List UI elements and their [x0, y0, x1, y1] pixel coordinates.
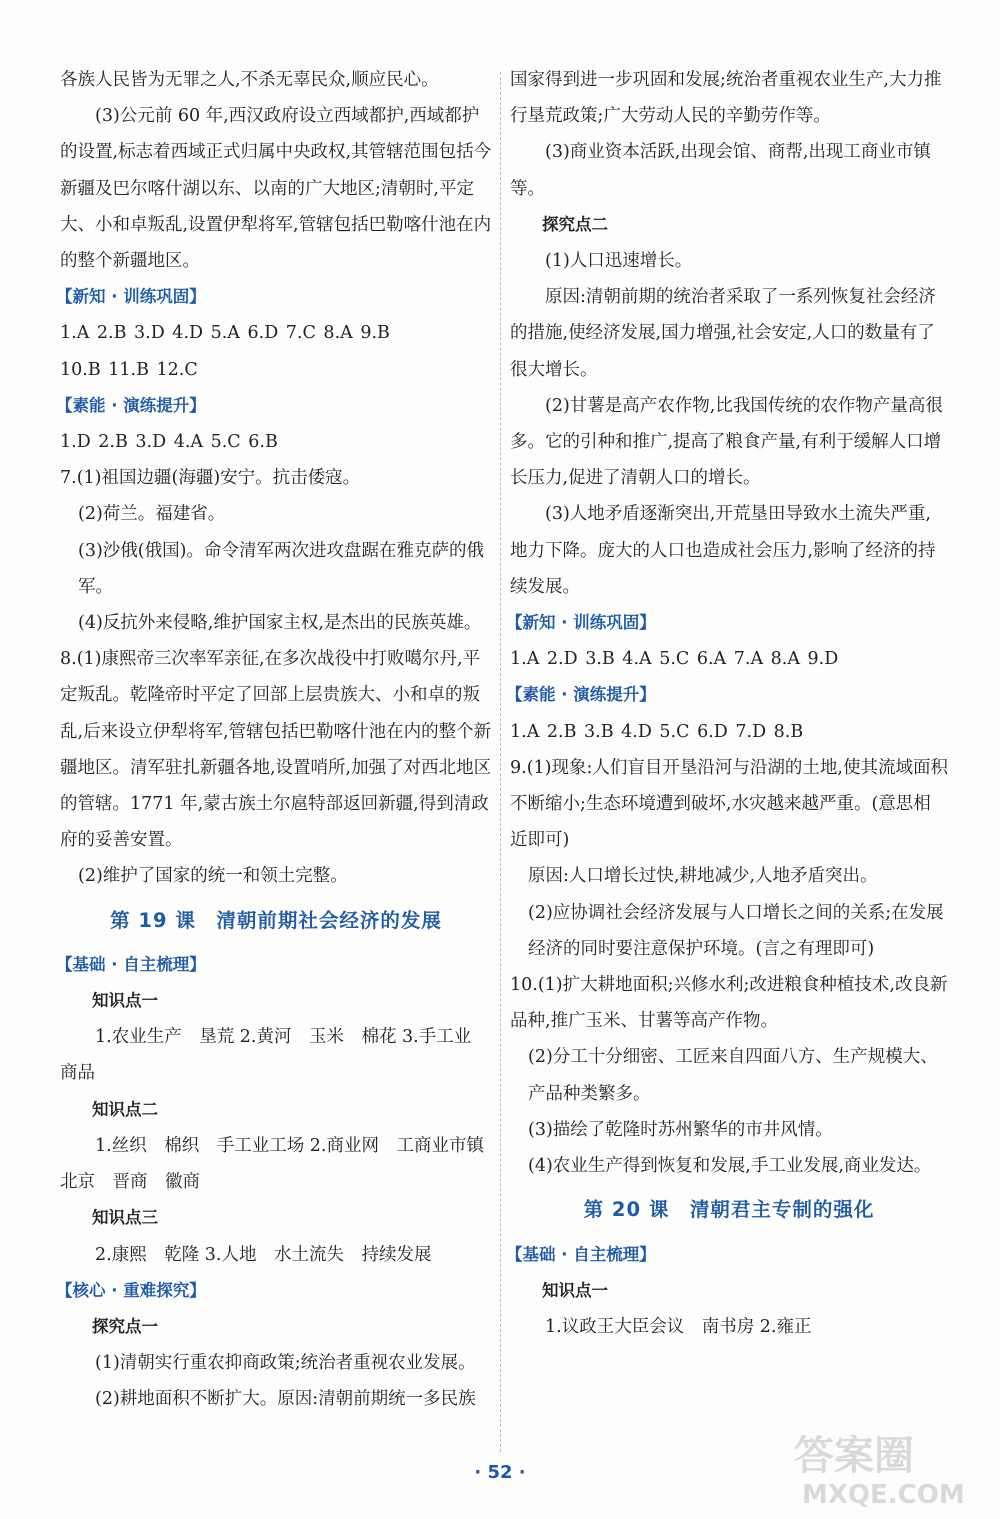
- answer-key-row: 1.A 2.B 3.D 4.D 5.A 6.D 7.C 8.A 9.B: [60, 323, 390, 344]
- question-answer: (4)农业生产得到恢复和发展,手工业发展,商业发达。: [528, 1156, 932, 1177]
- section-tag-suneng: 【素能 · 演练提升】: [506, 685, 656, 705]
- knowledge-point-heading: 知识点二: [92, 1099, 158, 1119]
- section-tag-xinzhi: 【新知 · 训练巩固】: [56, 287, 206, 307]
- inquiry-answer: (2)甘薯是高产农作物,比我国传统的农作物产量高很多。它的引种和推广,提高了粮食产量,有利于缓解人口增长压力,促进了清朝人口的增长。: [510, 395, 943, 489]
- inquiry-point-heading: 探究点二: [542, 214, 608, 234]
- watermark-cn: 答案圈: [794, 1433, 914, 1479]
- answer-key-row: 10.B 11.B 12.C: [60, 359, 198, 380]
- section-tag-xinzhi: 【新知 · 训练巩固】: [506, 613, 656, 633]
- knowledge-point-heading: 知识点一: [92, 991, 158, 1011]
- watermark-en: MXQE.COM: [802, 1480, 965, 1510]
- question-answer: 7.(1)祖国边疆(海疆)安宁。抗击倭寇。: [60, 468, 361, 489]
- knowledge-point-answer: 1.议政王大臣会议 南书房 2.雍正: [545, 1316, 812, 1337]
- question-answer: (2)维护了国家的统一和领土完整。: [78, 866, 348, 887]
- answer-key-row: 1.A 2.B 3.B 4.D 5.C 6.D 7.D 8.B: [510, 721, 804, 742]
- text-line: 各族人民皆为无罪之人,不杀无辜民众,顺应民心。: [60, 70, 439, 90]
- knowledge-point-heading: 知识点一: [542, 1280, 608, 1300]
- lesson-title-19: 第 19 课 清朝前期社会经济的发展: [110, 908, 442, 932]
- knowledge-point-answer: 2.康熙 乾隆 3.人地 水土流失 持续发展: [95, 1244, 432, 1265]
- section-tag-hexin: 【核心 · 重难探究】: [56, 1280, 206, 1300]
- question-answer: (3)沙俄(俄国)。命令清军两次进攻盘踞在雅克萨的俄军。: [78, 540, 484, 597]
- answer-key-row: 1.A 2.D 3.B 4.A 5.C 6.A 7.A 8.A 9.D: [510, 649, 839, 670]
- question-answer: (3)描绘了乾隆时苏州繁华的市井风情。: [528, 1119, 833, 1140]
- question-answer: 9.(1)现象:人们盲目开垦沿河与沿湖的土地,使其流域面积不断缩小;生态环境遭到破坏,水灾越来越严重。(意思相近即可): [510, 757, 948, 851]
- watermark-logo: [784, 1421, 984, 1511]
- text-line: 国家得到进一步巩固和发展;统治者重视农业生产,大力推行垦荒政策;广大劳动人民的辛勤劳作等。: [510, 70, 942, 127]
- question-answer: (2)分工十分细密、工匠来自四面八方、生产规模大、产品种类繁多。: [528, 1047, 938, 1104]
- column-divider: [500, 72, 501, 1452]
- section-tag-jichu: 【基础 · 自主梳理】: [56, 954, 206, 974]
- knowledge-point-heading: 知识点三: [92, 1208, 158, 1228]
- question-answer: 10.(1)扩大耕地面积;兴修水利;改进粮食种植技术,改良新品种,推广玉米、甘薯等高产作物。: [510, 975, 948, 1032]
- section-tag-jichu: 【基础 · 自主梳理】: [506, 1244, 656, 1264]
- section-tag-suneng: 【素能 · 演练提升】: [56, 395, 206, 415]
- inquiry-answer: (3)商业资本活跃,出现会馆、商帮,出现工商业市镇等。: [510, 142, 931, 199]
- knowledge-point-answer: 1.农业生产 垦荒 2.黄河 玉米 棉花 3.手工业 商品: [60, 1027, 489, 1084]
- inquiry-answer: (1)人口迅速增长。: [545, 251, 693, 272]
- knowledge-point-answer: 1.丝织 棉织 手工业工场 2.商业网 工商业市镇 北京 晋商 徽商: [60, 1135, 502, 1193]
- page-number: · 52 ·: [474, 1462, 526, 1483]
- question-answer: (4)反抗外来侵略,维护国家主权,是杰出的民族英雄。: [78, 613, 482, 634]
- question-answer: 8.(1)康熙帝三次率军亲征,在多次战役中打败噶尔丹,平定叛乱。乾隆帝时平定了回部上层贵族大、小和卓的叛乱,后来设立伊犁将军,管辖包括巴勒喀什池在内的整个新疆地区。清军驻扎新疆各地,设置哨所,加强了对西北地区的管辖。1771 年,蒙古族土尔扈特部返回新疆,得到清政府的妥善安置。: [60, 649, 492, 851]
- question-answer: (2)荷兰。福建省。: [78, 504, 226, 525]
- inquiry-answer: 原因:清朝前期的统治者采取了一系列恢复社会经济的措施,使经济发展,国力增强,社会安定,人口的数量有了很大增长。: [510, 287, 936, 380]
- left-column: [56, 62, 502, 1418]
- answer-key-row: 1.D 2.B 3.D 4.A 5.C 6.B: [60, 432, 278, 453]
- lesson-title-20: 第 20 课 清朝君主专制的强化: [583, 1198, 875, 1222]
- inquiry-answer: (2)耕地面积不断扩大。原因:清朝前期统一多民族: [95, 1389, 476, 1410]
- answer-paragraph: (3)公元前 60 年,西汉政府设立西域都护,西域都护的设置,标志着西域正式归属中央政权,其管辖范围包括今新疆及巴尔喀什湖以东、以南的广大地区;清朝时,平定大、小和卓叛乱,设置伊犁将军,管辖包括巴勒喀什池在内的整个新疆地区。: [60, 106, 492, 272]
- inquiry-answer: (3)人地矛盾逐渐突出,开荒垦田导致水土流失严重,地力下降。庞大的人口也造成社会压力,影响了经济的持续发展。: [510, 504, 936, 597]
- question-answer: 原因:人口增长过快,耕地减少,人地矛盾突出。: [528, 866, 878, 887]
- inquiry-answer: (1)清朝实行重农抑商政策;统治者重视农业发展。: [95, 1353, 476, 1374]
- question-answer: (2)应协调社会经济发展与人口增长之间的关系;在发展经济的同时要注意保护环境。(言之有理即可): [528, 902, 944, 959]
- right-column: [506, 62, 948, 1345]
- inquiry-point-heading: 探究点一: [92, 1316, 158, 1336]
